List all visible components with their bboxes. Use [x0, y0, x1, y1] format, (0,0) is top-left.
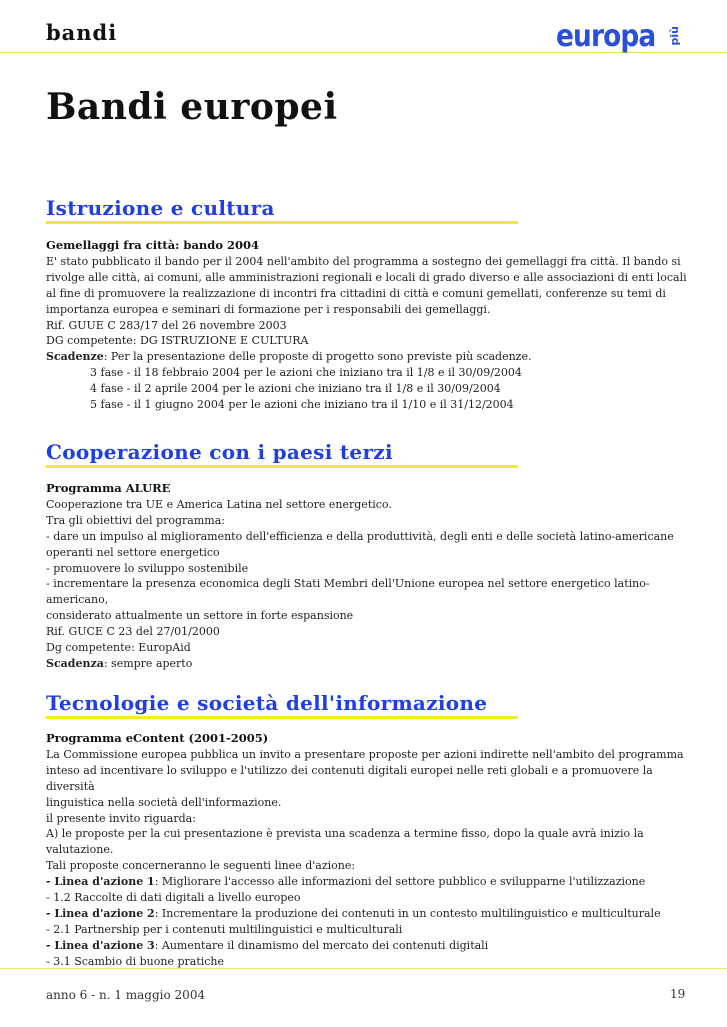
- deadline-text: : Per la presentazione delle proposte di progetto sono previste più scadenze.: [103, 350, 532, 364]
- section-heading-istruzione: Istruzione e cultura: [46, 196, 518, 224]
- dg-line: Dg competente: EuropAid: [46, 641, 191, 655]
- deadline-item: 3 fase - il 18 febbraio 2004 per le azioni che iniziano tra il 1/8 e il 30/09/2004: [90, 366, 522, 380]
- action-line: [46, 874, 696, 890]
- body-line: - dare un impulso al miglioramento dell'efficienza e della produttività, degli enti e delle società latino-americane: [46, 529, 674, 543]
- body-line: linguistica nella società dell'informazione.: [46, 795, 282, 809]
- logo-suffix-text: più: [668, 26, 681, 46]
- body-line: inteso ad incentivare lo sviluppo e l'utilizzo dei contenuti digitali europei nelle reti globali e a promuovere la diversità: [46, 763, 653, 793]
- body-line: La Commissione europea pubblica un invito a presentare proposte per azioni indirette nell'ambito del programma: [46, 747, 684, 761]
- page-title: Bandi europei: [46, 86, 338, 128]
- action-subline: - 2.1 Partnership per i contenuti multilinguistici e multiculturali: [46, 922, 403, 936]
- action-line: [46, 938, 696, 954]
- action-line-text: : Incrementare la produzione dei contenuti in un contesto multilinguistico e multiculturale: [154, 906, 661, 920]
- action-line-label: - Linea d'azione 2: [46, 906, 155, 920]
- dg-line: DG competente: DG ISTRUZIONE E CULTURA: [46, 334, 309, 348]
- body-line: Cooperazione tra UE e America Latina nel settore energetico.: [46, 497, 392, 511]
- action-line: [46, 906, 696, 922]
- page-number: 19: [670, 987, 686, 1001]
- action-line-label: - Linea d'azione 1: [46, 875, 155, 889]
- body-line: considerato attualmente un settore in forte espansione: [46, 609, 354, 623]
- page-footer: [0, 968, 727, 1027]
- action-line-text: : Migliorare l'accesso alle informazioni del settore pubblico e svilupparne l'utilizzazione: [154, 875, 646, 889]
- section-heading-cooperazione: Cooperazione con i paesi terzi: [46, 440, 518, 468]
- deadline-label: Scadenze: [46, 350, 104, 364]
- deadline-line: [46, 656, 696, 672]
- section-body-istruzione: [46, 238, 696, 413]
- subheading-gemellaggi: Gemellaggi fra città: bando 2004: [46, 238, 259, 252]
- body-line: il presente invito riguarda:: [46, 811, 196, 825]
- deadline-label: Scadenza: [46, 656, 104, 670]
- body-line: importanza europea e seminari di formazione per i responsabili dei gemellaggi.: [46, 302, 491, 316]
- body-line: - promuovere lo sviluppo sostenibile: [46, 561, 249, 575]
- reference-line: Rif. GUCE C 23 del 27/01/2000: [46, 625, 220, 639]
- action-subline: - 1.2 Raccolte di dati digitali a livello europeo: [46, 891, 301, 905]
- body-line: Tali proposte concerneranno le seguenti linee d'azione:: [46, 859, 356, 873]
- deadline-line: [46, 349, 696, 365]
- reference-line: Rif. GUUE C 283/17 del 26 novembre 2003: [46, 318, 287, 332]
- section-body-tecnologie: [46, 731, 696, 970]
- section-tag: bandi: [46, 20, 118, 45]
- body-line: al fine di promuovere la realizzazione di incontri fra cittadini di città e comuni gemellati, conferenze su temi di: [46, 286, 666, 300]
- action-subline: - 3.1 Scambio di buone pratiche: [46, 954, 225, 968]
- body-line: A) le proposte per la cui presentazione è prevista una scadenza a termine fisso, dopo la quale avrà inizio la valutazione.: [46, 827, 644, 857]
- europa-piu-logo: [556, 20, 696, 60]
- section-heading-tecnologie: Tecnologie e società dell'informazione: [46, 691, 518, 719]
- issue-info: anno 6 - n. 1 maggio 2004: [46, 988, 206, 1002]
- logo-main-text: europa: [556, 19, 656, 54]
- body-line: Tra gli obiettivi del programma:: [46, 513, 225, 527]
- deadline-item: 4 fase - il 2 aprile 2004 per le azioni che iniziano tra il 1/8 e il 30/09/2004: [90, 382, 501, 396]
- section-body-cooperazione: [46, 481, 696, 672]
- body-line: E' stato pubblicato il bando per il 2004 nell'ambito del programma a sostegno dei gemellaggi fra città. Il bando si: [46, 254, 681, 268]
- action-line-text: : Aumentare il dinamismo del mercato dei contenuti digitali: [154, 938, 489, 952]
- deadline-item: 5 fase - il 1 giugno 2004 per le azioni che iniziano tra il 1/10 e il 31/12/2004: [90, 398, 514, 412]
- body-line: operanti nel settore energetico: [46, 545, 220, 559]
- subheading-econtent: Programma eContent (2001-2005): [46, 731, 269, 745]
- body-line: - incrementare la presenza economica degli Stati Membri dell'Unione europea nel settore energetico latino-americano,: [46, 577, 650, 607]
- body-line: rivolge alle città, ai comuni, alle amministrazioni regionali e locali di grado diverso e alle associazioni di enti locali: [46, 270, 687, 284]
- deadline-text: : sempre aperto: [103, 656, 193, 670]
- action-line-label: - Linea d'azione 3: [46, 938, 155, 952]
- page-header: [0, 0, 727, 53]
- subheading-alure: Programma ALURE: [46, 481, 171, 495]
